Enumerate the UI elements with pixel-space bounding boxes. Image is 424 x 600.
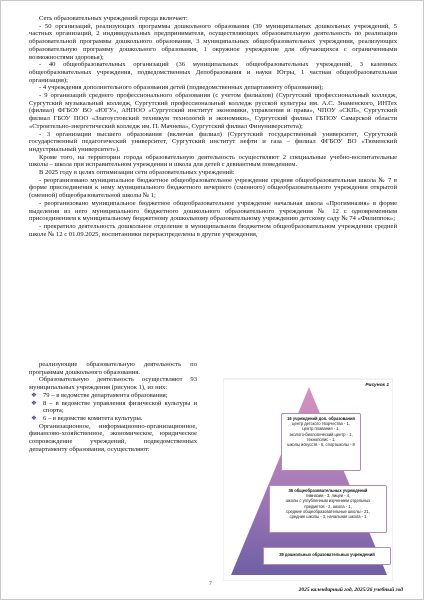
pyramid-tier-general-education [269, 485, 387, 533]
bullet-text: 6 – в ведомстве комитета культуры. [43, 414, 143, 422]
tier-line: предметов - 2, школа - 1, [304, 503, 352, 509]
paragraph: Образовательную деятельность осуществляют 93 муниципальных учреждения (рисунок 1), из них: [29, 376, 197, 392]
tier-line: технополис - 1, [306, 436, 336, 442]
tier-line: средние школы - 3, начальная школа - 1 [289, 514, 367, 520]
paragraph: - 40 общеобразовательных организаций (36 муниципальных общеобразовательных учреждений, 3 казенных общеобразовательных учреждения, подведомственных Депобразования и науки Югры, 1 частная общеобразовательная организация); [29, 61, 397, 84]
tier-line: центр детского творчества - 1, [292, 421, 350, 427]
paragraph: Кроме того, на территории города образовательную деятельность осуществляют 2 специальные учебно-воспитательные школы – школа при исправительном учреждении и школа для детей с девиантным поведением. [29, 153, 397, 169]
tier-line: центр плавания - 1, [302, 426, 340, 432]
bullet-text: 79 – в ведомстве департамента образования; [43, 391, 168, 399]
main-text [29, 15, 397, 238]
tier-line: 16 учреждений доп. образования [287, 416, 355, 421]
tier-line: 36 общеобразовательных учреждений [288, 488, 368, 493]
pyramid-tier-additional-education [281, 413, 361, 471]
paragraph: - реорганизовано муниципальное бюджетное общеобразовательное учреждение средняя общеобразовательная школа № 7 в форме присоединения к нему муниципального бюджетного вечернего (сменного) общеобразовательного учреждения открытой (сменной) общеобразовательной школы № 1; [29, 176, 397, 200]
paragraph: Организационное, информационно-организационное, финансово-хозяйственное, экономическое, юридическое сопровождение учреждений, подведомственных департаменту образования, осуществляют: [29, 422, 197, 453]
paragraph: - реорганизовано муниципальное бюджетное общеобразовательное учреждение начальная школа «Прогимназия» в форме выделения из него муниципального бюджетного дошкольного образовательного учреждения № 12 с одновременным присоединением к муниципальному бюджетному дошкольному образовательному учреждению детскому саду № 74 «Филиппок»; [29, 199, 397, 223]
tier-line: школы с углубленным изучением отдельных [285, 498, 371, 504]
tier-line: школы искусств - 6, спортшколы - 8 [287, 442, 355, 448]
paragraph: реализующие образовательную деятельность по программам дошкольного образования. [29, 361, 197, 376]
bullet-item [29, 400, 197, 415]
paragraph: - 4 учреждения дополнительного образования детей (подведомственных департаменту образования); [39, 84, 324, 92]
paragraph: Сеть образовательных учреждений города включает: [39, 15, 188, 22]
bullet-diamond-icon: ❖ [31, 391, 37, 399]
tier-line: гимназии - 3, лицеи - 4, [305, 493, 351, 499]
figure-1-pyramid [223, 375, 393, 581]
bullet-item [29, 415, 197, 423]
paragraph: - 9 организаций среднего профессионального образования (с учетом филиалов) (Сургутский профессиональный колледж, Сургутский музыкальный колледж, Сургутский профессиональный колледж русской культуры им. А.С. Знаменского, ИНТех (филиал) ФГБОУ ВО «ЮГУ», АНПОО «Сургутский институт экономики, управления и права», ЧПОУ «СКП», Сургутский филиал ГБОУ ПОО «Златоустовский техникум технологий и экономики», Сургутский филиал ГБПОУ Самарской области «Строительно-энергетический колледж им. П. Мачнева», Сургутский филиал Финуниверситета); [29, 92, 397, 130]
left-column-text [29, 361, 197, 453]
pyramid-tier-preschool [263, 547, 391, 565]
page-number: 7 [209, 581, 212, 587]
bullet-text: 8 – в ведомстве управления физической культуры и спорта; [43, 399, 197, 415]
bullet-item [29, 392, 197, 400]
tier-line: средние общеобразовательные школы - 21, [286, 508, 370, 514]
paragraph: - 3 организации высшего образования (включая филиал) (Сургутский государственный университет, Сургутский государственный педагогический университет, Сургутский институт нефти и газа – филиал ФГБОУ ВО «Тюменский индустриальный университет»). [29, 130, 397, 153]
bullet-diamond-icon: ❖ [31, 399, 37, 407]
paragraph: В 2025 году в целях оптимизации сети образовательных учреждений: [39, 169, 235, 177]
figure-caption: Рисунок 1 [365, 383, 389, 388]
paragraph: - 50 организаций, реализующих программы дошкольного образования (39 муниципальных дошкольных учреждений, 5 частных организаций, 2 индивидуальных предпринимателя, осуществляющих образовательную деятельность по реализации образовательной программы дошкольного образования, 3 муниципальных общеобразовательных учреждения, реализующих образовательную программу дошкольного образования, 1 окружное учреждение для обучающихся с ограниченными возможностями здоровья); [29, 22, 397, 61]
tier-line: 39 дошкольных образовательных учреждений [279, 552, 375, 557]
tier-line: эколого-биологический центр - 1, [289, 431, 353, 437]
footer-year-label: 2025 календарный год, 2025/26 учебный год [298, 587, 403, 593]
bullet-diamond-icon: ❖ [31, 414, 37, 422]
paragraph: - прекратило деятельность дошкольное отделение в муниципальном бюджетном общеобразовательном учреждении средней школе № 12 с 01.09.2025, воспитанники перераспределены в другие учреждения, [29, 222, 397, 238]
